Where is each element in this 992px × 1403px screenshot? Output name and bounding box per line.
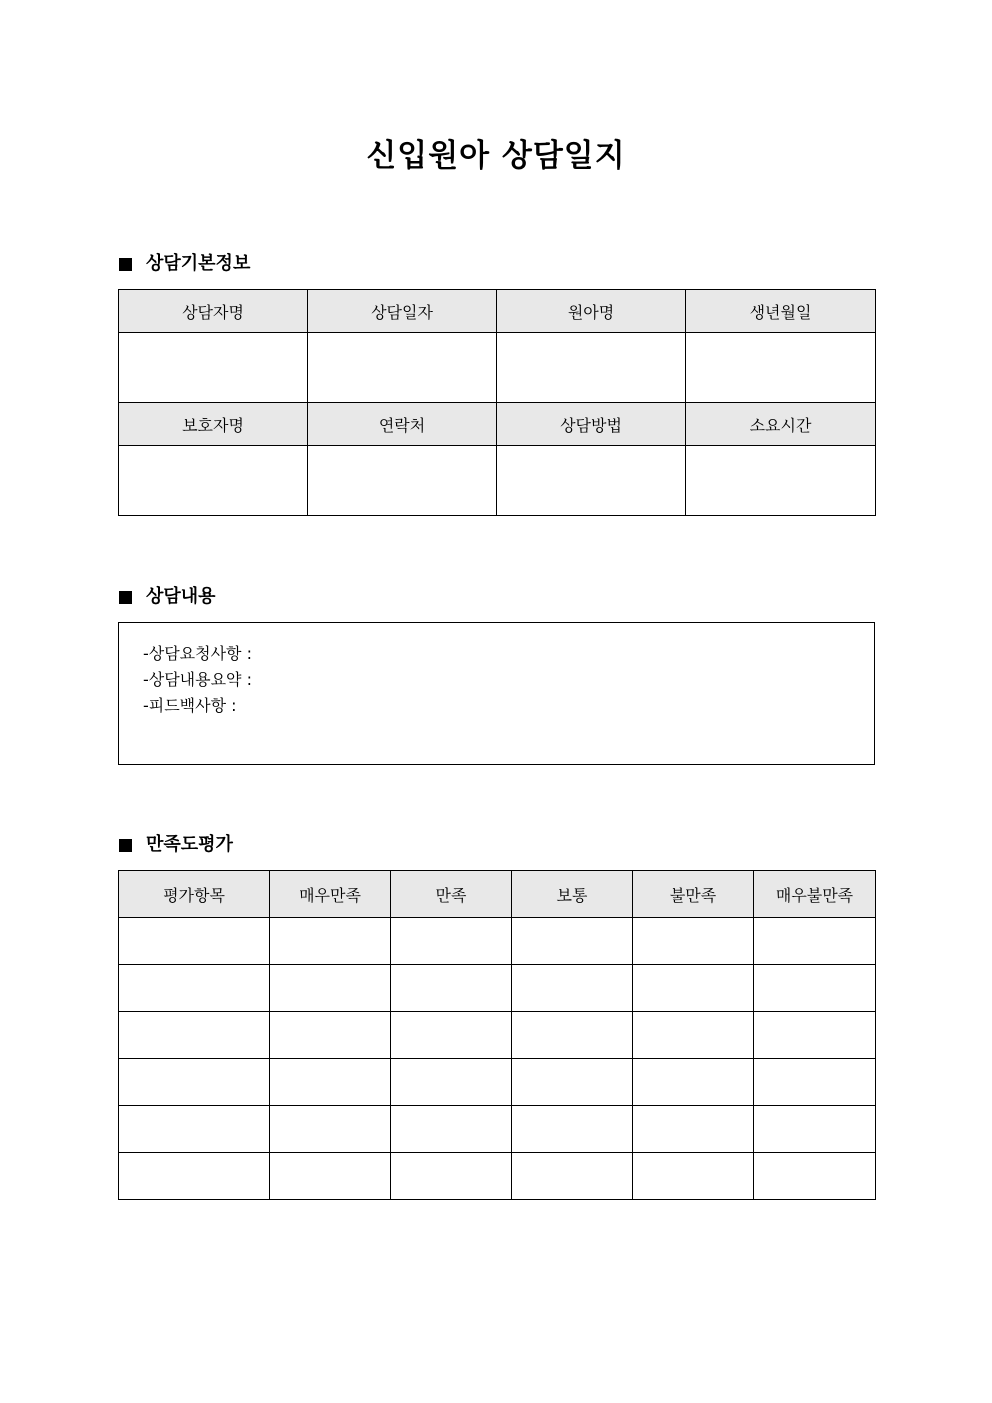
counsel-date-field[interactable] xyxy=(308,333,497,403)
black-square-icon xyxy=(119,258,132,271)
col-dissatisfied: 불만족 xyxy=(633,871,754,918)
basic-info-table xyxy=(118,289,876,516)
table-cell[interactable] xyxy=(512,1059,633,1106)
table-cell[interactable] xyxy=(512,1012,633,1059)
table-cell[interactable] xyxy=(633,1153,754,1200)
col-satisfied: 만족 xyxy=(391,871,512,918)
section-heading-label: 상담내용 xyxy=(146,586,216,607)
section-heading-label: 상담기본정보 xyxy=(146,253,251,274)
summary-line: -상담내용요약 : xyxy=(143,670,252,689)
table-cell[interactable] xyxy=(754,1153,876,1200)
table-cell[interactable] xyxy=(754,918,876,965)
label-birth-date: 생년월일 xyxy=(686,290,876,333)
child-name-field[interactable] xyxy=(497,333,686,403)
table-cell[interactable] xyxy=(270,1059,391,1106)
table-header-row xyxy=(119,290,876,333)
col-very-dissatisfied: 매우불만족 xyxy=(754,871,876,918)
table-cell[interactable] xyxy=(512,918,633,965)
table-cell[interactable] xyxy=(512,1106,633,1153)
birth-date-field[interactable] xyxy=(686,333,876,403)
black-square-icon xyxy=(119,839,132,852)
label-guardian-name: 보호자명 xyxy=(119,403,308,446)
table-cell[interactable] xyxy=(512,1153,633,1200)
counsel-method-field[interactable] xyxy=(497,446,686,516)
table-cell[interactable] xyxy=(270,918,391,965)
table-cell[interactable] xyxy=(119,1106,270,1153)
table-cell[interactable] xyxy=(119,1012,270,1059)
feedback-line: -피드백사항 : xyxy=(143,696,237,715)
section-heading-label: 만족도평가 xyxy=(146,834,233,855)
counselor-name-field[interactable] xyxy=(119,333,308,403)
black-square-icon xyxy=(119,591,132,604)
table-row xyxy=(119,1106,876,1153)
table-cell[interactable] xyxy=(754,1106,876,1153)
table-cell[interactable] xyxy=(633,1059,754,1106)
table-cell[interactable] xyxy=(754,1012,876,1059)
section-heading-satisfaction xyxy=(119,833,233,857)
table-cell[interactable] xyxy=(391,1106,512,1153)
table-cell[interactable] xyxy=(754,1059,876,1106)
guardian-name-field[interactable] xyxy=(119,446,308,516)
table-cell[interactable] xyxy=(633,965,754,1012)
col-very-satisfied: 매우만족 xyxy=(270,871,391,918)
page-title: 신입원아 상담일지 xyxy=(366,138,626,174)
table-cell[interactable] xyxy=(391,1059,512,1106)
table-cell[interactable] xyxy=(391,918,512,965)
label-counsel-method: 상담방법 xyxy=(497,403,686,446)
table-row xyxy=(119,1059,876,1106)
table-cell[interactable] xyxy=(391,965,512,1012)
table-row xyxy=(119,1153,876,1200)
table-cell[interactable] xyxy=(512,965,633,1012)
table-row xyxy=(119,965,876,1012)
label-counsel-date: 상담일자 xyxy=(308,290,497,333)
col-neutral: 보통 xyxy=(512,871,633,918)
table-cell[interactable] xyxy=(633,1012,754,1059)
table-row xyxy=(119,333,876,403)
label-duration: 소요시간 xyxy=(686,403,876,446)
table-row xyxy=(119,446,876,516)
request-line: -상담요청사항 : xyxy=(143,644,252,663)
label-counselor-name: 상담자명 xyxy=(119,290,308,333)
table-row xyxy=(119,1012,876,1059)
label-contact: 연락처 xyxy=(308,403,497,446)
table-cell[interactable] xyxy=(119,918,270,965)
section-heading-content xyxy=(119,585,216,609)
table-cell[interactable] xyxy=(754,965,876,1012)
table-header-row xyxy=(119,871,876,918)
table-cell[interactable] xyxy=(633,918,754,965)
col-eval-item: 평가항목 xyxy=(119,871,270,918)
label-child-name: 원아명 xyxy=(497,290,686,333)
table-row xyxy=(119,918,876,965)
duration-field[interactable] xyxy=(686,446,876,516)
counsel-content-box[interactable] xyxy=(118,622,875,765)
section-heading-basic-info xyxy=(119,252,250,276)
table-cell[interactable] xyxy=(119,965,270,1012)
table-cell[interactable] xyxy=(270,1106,391,1153)
table-cell[interactable] xyxy=(119,1059,270,1106)
satisfaction-table xyxy=(118,870,876,1200)
table-cell[interactable] xyxy=(391,1153,512,1200)
table-cell[interactable] xyxy=(270,965,391,1012)
contact-field[interactable] xyxy=(308,446,497,516)
table-cell[interactable] xyxy=(119,1153,270,1200)
table-cell[interactable] xyxy=(270,1012,391,1059)
table-cell[interactable] xyxy=(270,1153,391,1200)
table-cell[interactable] xyxy=(391,1012,512,1059)
table-cell[interactable] xyxy=(633,1106,754,1153)
table-header-row xyxy=(119,403,876,446)
